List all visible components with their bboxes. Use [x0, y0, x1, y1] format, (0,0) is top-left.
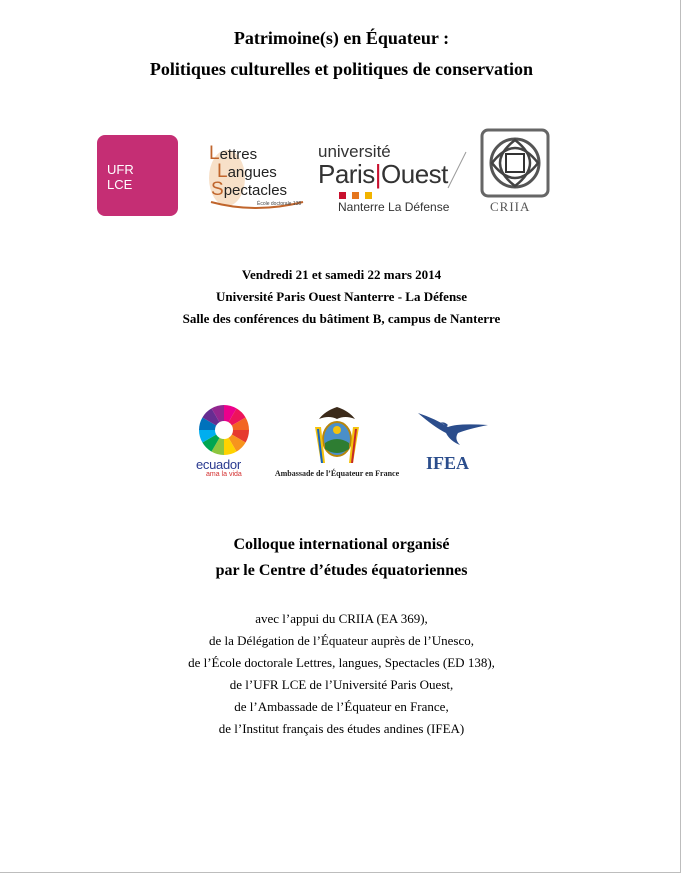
upo-logo-square-red	[339, 192, 346, 199]
criia-logo-label: CRIIA	[490, 199, 531, 214]
ed-logo-spectacles	[211, 179, 288, 200]
upo-logo-stroke	[438, 150, 468, 190]
colloque-line-2: par le Centre d’études équatoriennes	[215, 562, 468, 579]
document-title-line-1: Patrimoine(s) en Équateur :	[233, 28, 450, 48]
upo-logo-main	[318, 159, 448, 189]
event-date: Vendredi 21 et samedi 22 mars 2014	[241, 267, 442, 282]
ufr-lce-logo	[97, 135, 178, 216]
ufr-logo-line-1: UFR	[107, 162, 134, 177]
condor-icon	[416, 405, 490, 449]
ambassade-equateur-logo	[262, 405, 412, 481]
support-list	[0, 608, 683, 740]
support-line: de l’École doctorale Lettres, langues, Spectacles (ED 138),	[188, 655, 495, 670]
event-details	[0, 264, 683, 330]
ifea-logo-label: IFEA	[426, 453, 470, 473]
ed-logo-small-caption: École doctorale 138	[257, 201, 302, 207]
colloque-heading	[0, 532, 683, 584]
support-line: de l’Ambassade de l’Équateur en France,	[234, 699, 449, 714]
upo-logo-separator: |	[374, 159, 382, 189]
support-line: de la Délégation de l’Équateur auprès de l’Unesco,	[209, 633, 474, 648]
support-line: avec l’appui du CRIIA (EA 369),	[255, 611, 428, 626]
ecuador-color-wheel-icon	[192, 403, 256, 459]
upo-logo-paris: Paris	[318, 159, 375, 189]
support-line: de l’UFR LCE de l’Université Paris Ouest,	[229, 677, 454, 692]
ecuador-logo-tagline: ama la vida	[206, 471, 242, 478]
upo-logo-ouest: Ouest	[381, 159, 448, 189]
colloque-line-1: Colloque international organisé	[233, 536, 450, 553]
event-place: Université Paris Ouest Nanterre - La Défense	[215, 289, 468, 304]
ecuador-logo-label: ecuador	[196, 457, 241, 472]
ufr-logo-line-2: LCE	[107, 177, 133, 192]
ed-logo-langues	[217, 161, 277, 182]
document-title-line-2: Politiques culturelles et politiques de conservation	[149, 59, 534, 79]
ed-logo-letter-s: S	[211, 179, 224, 200]
upo-logo-square-yellow	[365, 192, 372, 199]
ed-logo-letter-l1: L	[209, 143, 220, 164]
ed-logo-word-pectacles: pectacles	[223, 182, 288, 199]
ifea-logo	[416, 405, 490, 475]
upo-logo-nanterre: Nanterre La Défense	[338, 200, 450, 214]
ecuador-ama-la-vida-logo	[192, 403, 256, 481]
ed-logo-word-angues: angues	[227, 164, 277, 181]
ed-logo-word-ettres: ettres	[219, 146, 258, 163]
support-line: de l’Institut français des études andines (IFEA)	[218, 721, 465, 736]
upo-logo-square-orange	[352, 192, 359, 199]
ed-lettres-langues-spectacles-logo	[205, 142, 305, 212]
ed-logo-letter-l2: L	[217, 161, 228, 182]
event-room: Salle des conférences du bâtiment B, campus de Nanterre	[182, 311, 501, 326]
criia-knot-emblem	[480, 128, 550, 198]
universite-paris-ouest-logo	[318, 142, 468, 220]
criia-logo	[480, 128, 550, 218]
ambassade-logo-label: Ambassade de l’Équateur en France	[274, 469, 400, 478]
upo-logo-universite: université	[318, 142, 391, 161]
ecuador-coat-of-arms-icon	[309, 405, 365, 467]
